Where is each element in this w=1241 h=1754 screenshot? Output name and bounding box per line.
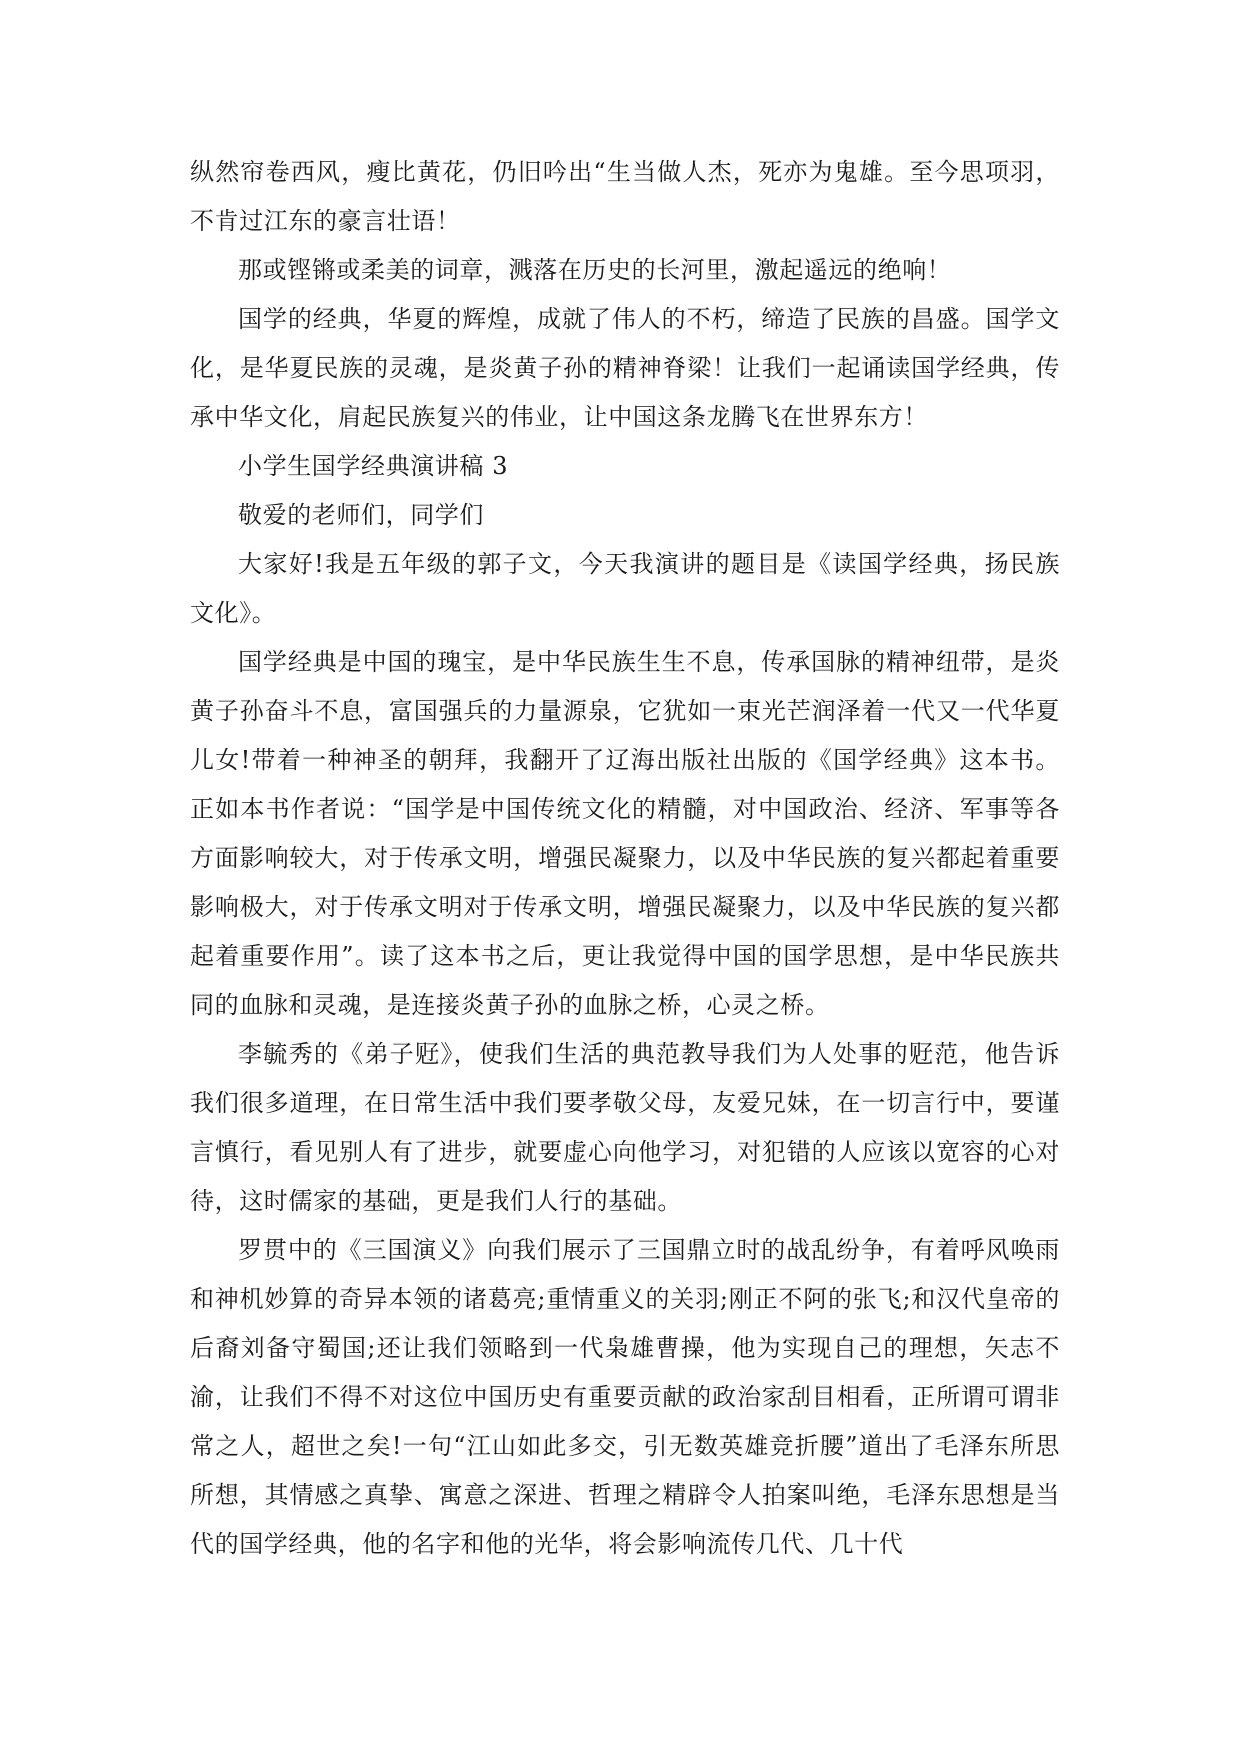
document-body <box>190 148 1060 1569</box>
paragraph-echo: 那或铿锵或柔美的词章，溅落在历史的长河里，激起遥远的绝响！ <box>238 256 952 284</box>
paragraph-classics-treasure: 国学经典是中国的瑰宝，是中华民族生生不息，传承国脉的精神纽带，是炎黄子孙奋斗不息，富国强兵的力量源泉，它犹如一束光芒润泽着一代又一代华夏儿女!带着一种神圣的朝拜，我翻开了辽海出版社出版的《国学经典》这本书。正如本书作者说：“国学是中国传统文化的精髓，对中国政治、经济、军事等各方面影响较大，对于传承文明，增强民凝聚力，以及中华民族的复兴都起着重要影响极大，对于传承文明对于传承文明，增强民凝聚力，以及中华民族的复兴都起着重要作用”。读了这本书之后，更让我觉得中国的国学思想，是中华民族共同的血脉和灵魂，是连接炎黄子孙的血脉之桥，心灵之桥。 <box>190 648 1060 1019</box>
paragraph-classics-glory: 国学的经典，华夏的辉煌，成就了伟人的不朽，缔造了民族的昌盛。国学文化，是华夏民族的灵魂，是炎黄子孙的精神脊梁！让我们一起诵读国学经典，传承中华文化，肩起民族复兴的伟业，让中国这条龙腾飞在世界东方！ <box>190 305 1060 431</box>
paragraph-three-kingdoms: 罗贯中的《三国演义》向我们展示了三国鼎立时的战乱纷争，有着呼风唤雨和神机妙算的奇异本领的诸葛亮;重情重义的关羽;刚正不阿的张飞;和汉代皇帝的后裔刘备守蜀国;还让我们领略到一代枭雄曹操，他为实现自己的理想，矢志不渝，让我们不得不对这位中国历史有重要贡献的政治家刮目相看，正所谓可谓非常之人，超世之矣!一句“江山如此多交，引无数英雄竞折腰”道出了毛泽东所思所想，其情感之真挚、寓意之深进、哲理之精辟令人拍案叫绝，毛泽东思想是当代的国学经典，他的名字和他的光华，将会影响流传几代、几十代 <box>190 1236 1060 1558</box>
paragraph-dizigui: 李毓秀的《弟子觃》，使我们生活的典范教导我们为人处事的觃范，他告诉我们很多道理，在日常生活中我们要孝敬父母，友爱兄妹，在一切言行中，要谨言慎行，看见别人有了进步，就要虚心向他学习，对犯错的人应该以宽容的心对待，这时儒家的基础，更是我们人行的基础。 <box>190 1040 1060 1215</box>
speech-title: 小学生国学经典演讲稿 3 <box>238 452 509 480</box>
paragraph-continuation: 纵然帘卷西风，瘦比黄花，仍旧吟出“生当做人杰，死亦为鬼雄。至今思项羽，不肯过江东的豪言壮语！ <box>190 158 1060 235</box>
paragraph-introduction: 大家好!我是五年级的郭子文，今天我演讲的题目是《读国学经典，扬民族文化》。 <box>190 550 1060 627</box>
salutation: 敬爱的老师们，同学们 <box>238 501 484 529</box>
